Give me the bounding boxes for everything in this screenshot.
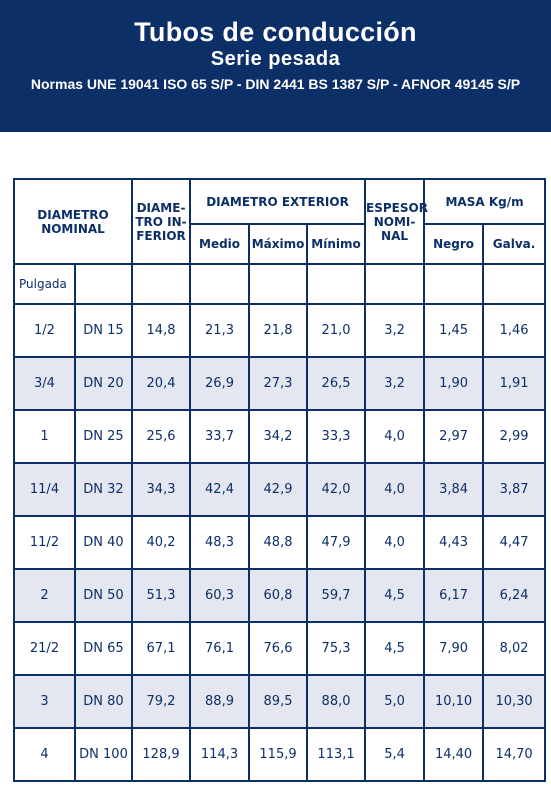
maximo-cell: 27,3 bbox=[249, 357, 307, 410]
espesor-cell: 4,0 bbox=[365, 463, 424, 516]
pipe-spec-table bbox=[13, 178, 546, 782]
espesor-cell: 4,5 bbox=[365, 622, 424, 675]
espesor-cell: 4,5 bbox=[365, 569, 424, 622]
negro-cell: 3,84 bbox=[424, 463, 483, 516]
unit-label-pulgada: Pulgada bbox=[14, 264, 75, 304]
diametro-inferior-cell: 40,2 bbox=[132, 516, 190, 569]
galva-cell: 8,02 bbox=[483, 622, 545, 675]
negro-cell: 10,10 bbox=[424, 675, 483, 728]
medio-cell: 33,7 bbox=[190, 410, 249, 463]
minimo-cell: 113,1 bbox=[307, 728, 365, 781]
minimo-cell: 59,7 bbox=[307, 569, 365, 622]
medio-cell: 42,4 bbox=[190, 463, 249, 516]
header-masa: MASA Kg/m bbox=[424, 179, 545, 224]
header-diametro-exterior: DIAMETRO EXTERIOR bbox=[190, 179, 365, 224]
minimo-cell: 42,0 bbox=[307, 463, 365, 516]
diametro-inferior-cell: 20,4 bbox=[132, 357, 190, 410]
galva-cell: 1,91 bbox=[483, 357, 545, 410]
table-row bbox=[14, 516, 545, 569]
dn-cell: DN 25 bbox=[75, 410, 132, 463]
minimo-cell: 75,3 bbox=[307, 622, 365, 675]
espesor-cell: 3,2 bbox=[365, 304, 424, 357]
medio-cell: 60,3 bbox=[190, 569, 249, 622]
galva-cell: 2,99 bbox=[483, 410, 545, 463]
medio-cell: 26,9 bbox=[190, 357, 249, 410]
header-banner bbox=[0, 0, 551, 132]
negro-cell: 7,90 bbox=[424, 622, 483, 675]
empty-cell bbox=[132, 264, 190, 304]
unit-row bbox=[14, 264, 545, 304]
pulgada-cell: 11/2 bbox=[14, 516, 75, 569]
espesor-cell: 4,0 bbox=[365, 516, 424, 569]
pulgada-cell: 21/2 bbox=[14, 622, 75, 675]
dn-cell: DN 100 bbox=[75, 728, 132, 781]
dn-cell: DN 40 bbox=[75, 516, 132, 569]
diametro-inferior-cell: 34,3 bbox=[132, 463, 190, 516]
dn-cell: DN 65 bbox=[75, 622, 132, 675]
maximo-cell: 48,8 bbox=[249, 516, 307, 569]
minimo-cell: 21,0 bbox=[307, 304, 365, 357]
negro-cell: 4,43 bbox=[424, 516, 483, 569]
diametro-inferior-cell: 79,2 bbox=[132, 675, 190, 728]
diametro-inferior-cell: 25,6 bbox=[132, 410, 190, 463]
espesor-cell: 4,0 bbox=[365, 410, 424, 463]
medio-cell: 76,1 bbox=[190, 622, 249, 675]
dn-cell: DN 15 bbox=[75, 304, 132, 357]
pulgada-cell: 2 bbox=[14, 569, 75, 622]
maximo-cell: 115,9 bbox=[249, 728, 307, 781]
minimo-cell: 47,9 bbox=[307, 516, 365, 569]
table-row bbox=[14, 728, 545, 781]
galva-cell: 3,87 bbox=[483, 463, 545, 516]
table-row bbox=[14, 410, 545, 463]
header-maximo: Máximo bbox=[249, 224, 307, 264]
diametro-inferior-cell: 14,8 bbox=[132, 304, 190, 357]
table-row bbox=[14, 675, 545, 728]
maximo-cell: 60,8 bbox=[249, 569, 307, 622]
galva-cell: 4,47 bbox=[483, 516, 545, 569]
maximo-cell: 76,6 bbox=[249, 622, 307, 675]
page-title: Tubos de conducción bbox=[134, 17, 417, 47]
empty-cell bbox=[483, 264, 545, 304]
pulgada-cell: 3 bbox=[14, 675, 75, 728]
table-row bbox=[14, 463, 545, 516]
medio-cell: 88,9 bbox=[190, 675, 249, 728]
empty-cell bbox=[307, 264, 365, 304]
espesor-cell: 5,4 bbox=[365, 728, 424, 781]
maximo-cell: 21,8 bbox=[249, 304, 307, 357]
medio-cell: 114,3 bbox=[190, 728, 249, 781]
espesor-cell: 3,2 bbox=[365, 357, 424, 410]
negro-cell: 14,40 bbox=[424, 728, 483, 781]
empty-cell bbox=[190, 264, 249, 304]
maximo-cell: 34,2 bbox=[249, 410, 307, 463]
header-galva: Galva. bbox=[483, 224, 545, 264]
diametro-inferior-cell: 51,3 bbox=[132, 569, 190, 622]
pulgada-cell: 1/2 bbox=[14, 304, 75, 357]
diametro-inferior-cell: 128,9 bbox=[132, 728, 190, 781]
empty-cell bbox=[75, 264, 132, 304]
negro-cell: 2,97 bbox=[424, 410, 483, 463]
empty-cell bbox=[249, 264, 307, 304]
pulgada-cell: 1 bbox=[14, 410, 75, 463]
negro-cell: 6,17 bbox=[424, 569, 483, 622]
pulgada-cell: 3/4 bbox=[14, 357, 75, 410]
negro-cell: 1,45 bbox=[424, 304, 483, 357]
medio-cell: 21,3 bbox=[190, 304, 249, 357]
table-row bbox=[14, 357, 545, 410]
header-espesor-nominal: ESPESOR NOMI-NAL bbox=[365, 179, 424, 264]
medio-cell: 48,3 bbox=[190, 516, 249, 569]
norms-line: Normas UNE 19041 ISO 65 S/P - DIN 2441 BS 1387 S/P - AFNOR 49145 S/P bbox=[30, 76, 521, 92]
galva-cell: 10,30 bbox=[483, 675, 545, 728]
pulgada-cell: 4 bbox=[14, 728, 75, 781]
maximo-cell: 42,9 bbox=[249, 463, 307, 516]
empty-cell bbox=[365, 264, 424, 304]
galva-cell: 6,24 bbox=[483, 569, 545, 622]
header-medio: Medio bbox=[190, 224, 249, 264]
maximo-cell: 89,5 bbox=[249, 675, 307, 728]
table-row bbox=[14, 569, 545, 622]
table-row bbox=[14, 622, 545, 675]
dn-cell: DN 50 bbox=[75, 569, 132, 622]
empty-cell bbox=[424, 264, 483, 304]
negro-cell: 1,90 bbox=[424, 357, 483, 410]
header-negro: Negro bbox=[424, 224, 483, 264]
header-diametro-nominal: DIAMETRO NOMINAL bbox=[14, 179, 132, 264]
page-subtitle: Serie pesada bbox=[210, 48, 341, 70]
table-row bbox=[14, 304, 545, 357]
minimo-cell: 88,0 bbox=[307, 675, 365, 728]
pulgada-cell: 11/4 bbox=[14, 463, 75, 516]
minimo-cell: 33,3 bbox=[307, 410, 365, 463]
header-minimo: Mínimo bbox=[307, 224, 365, 264]
diametro-inferior-cell: 67,1 bbox=[132, 622, 190, 675]
galva-cell: 1,46 bbox=[483, 304, 545, 357]
dn-cell: DN 32 bbox=[75, 463, 132, 516]
espesor-cell: 5,0 bbox=[365, 675, 424, 728]
dn-cell: DN 80 bbox=[75, 675, 132, 728]
galva-cell: 14,70 bbox=[483, 728, 545, 781]
header-diametro-inferior: DIAME-TRO IN-FERIOR bbox=[132, 179, 190, 264]
minimo-cell: 26,5 bbox=[307, 357, 365, 410]
dn-cell: DN 20 bbox=[75, 357, 132, 410]
